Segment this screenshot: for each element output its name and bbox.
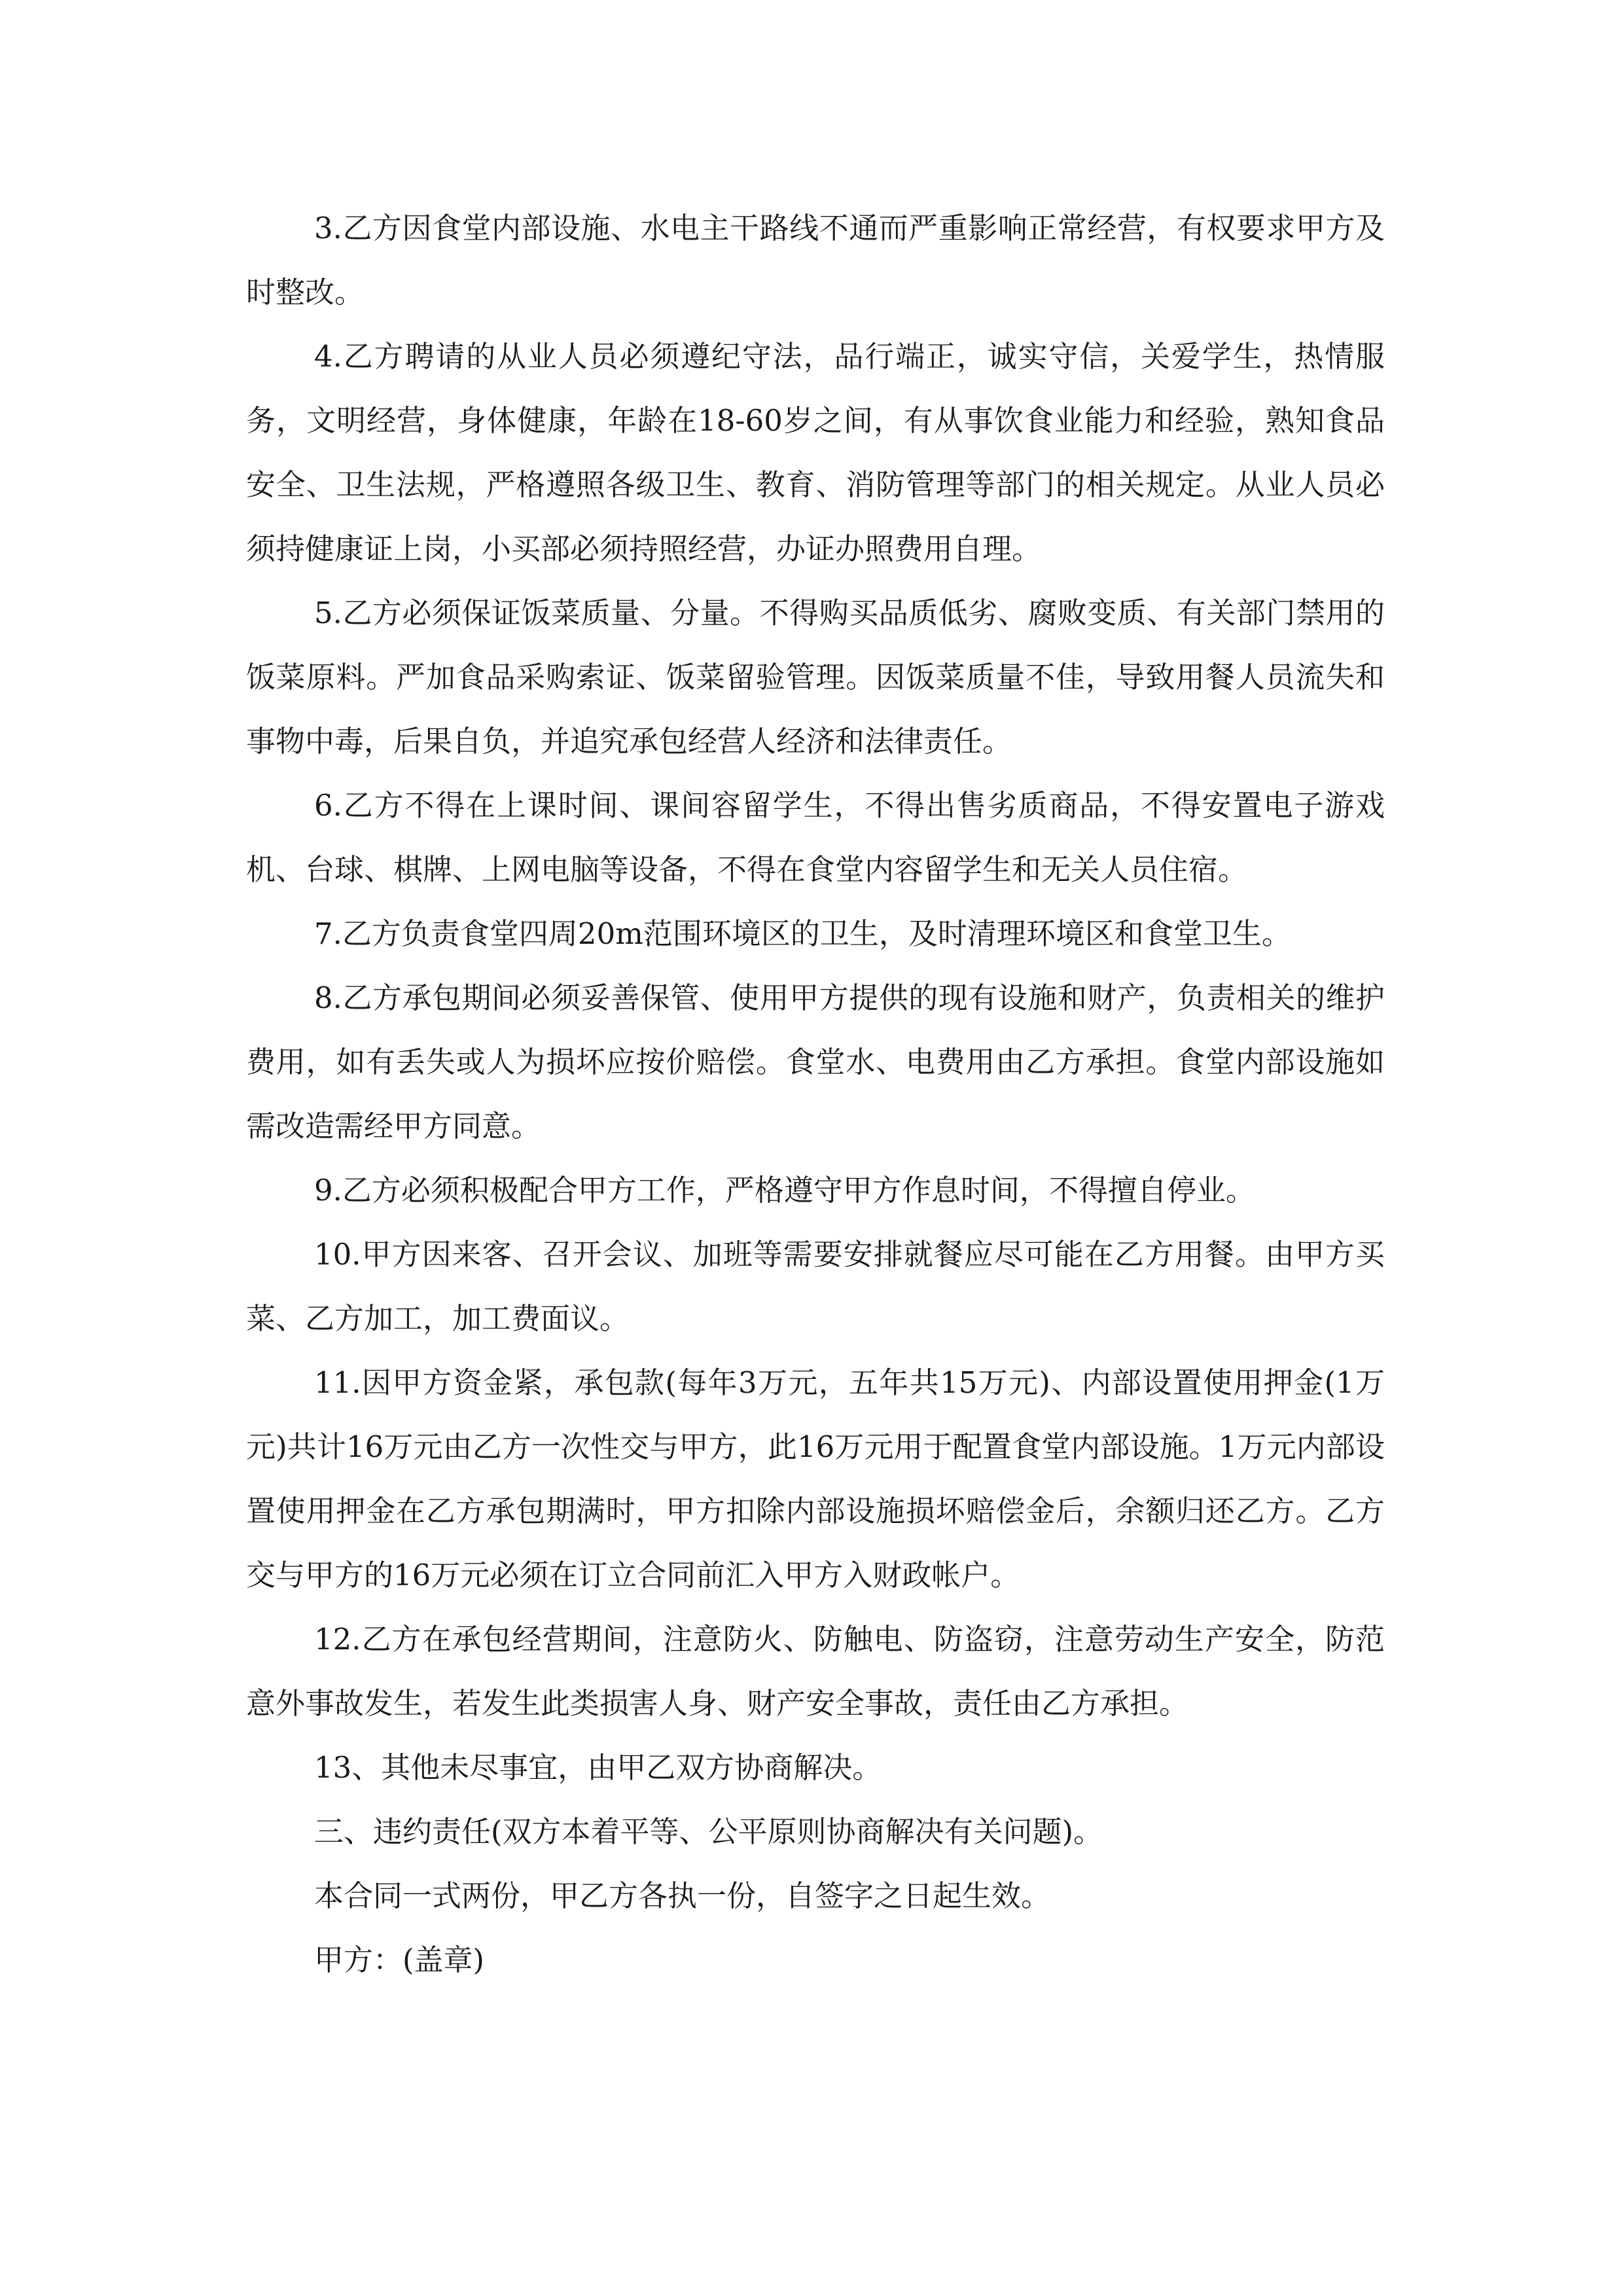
clause-9: 9.乙方必须积极配合甲方工作，严格遵守甲方作息时间，不得擅自停业。 <box>314 1173 1255 1208</box>
clause-12: 12.乙方在承包经营期间，注意防火、防触电、防盗窃，注意劳动生产安全，防范意外事故发生，若发生此类损害人身、财产安全事故，责任由乙方承担。 <box>246 1622 1385 1721</box>
clause-10: 10.甲方因来客、召开会议、加班等需要安排就餐应尽可能在乙方用餐。由甲方买菜、乙方加工，加工费面议。 <box>246 1237 1385 1336</box>
clause-3: 3.乙方因食堂内部设施、水电主干路线不通而严重影响正常经营，有权要求甲方及时整改。 <box>246 211 1385 310</box>
clause-7: 7.乙方负责食堂四周20m范围环境区的卫生，及时清理环境区和食堂卫生。 <box>314 916 1291 951</box>
contract-copies-note: 本合同一式两份，甲乙方各执一份，自签字之日起生效。 <box>314 1878 1051 1913</box>
clause-11: 11.因甲方资金紧，承包款(每年3万元，五年共15万元)、内部设置使用押金(1万元)共计16万元由乙方一次性交与甲方，此16万元用于配置食堂内部设施。1万元内部设置使用押金在乙方承包期满时，甲方扣除内部设施损坏赔偿金后，余额归还乙方。乙方交与甲方的16万元必须在订立合同前汇入甲方入财政帐户。 <box>246 1365 1385 1592</box>
clause-13: 13、其他未尽事宜，由甲乙双方协商解决。 <box>314 1750 882 1785</box>
clause-8: 8.乙方承包期间必须妥善保管、使用甲方提供的现有设施和财产，负责相关的维护费用，如有丢失或人为损坏应按价赔偿。食堂水、电费用由乙方承担。食堂内部设施如需改造需经甲方同意。 <box>246 980 1385 1143</box>
clause-6: 6.乙方不得在上课时间、课间容留学生，不得出售劣质商品，不得安置电子游戏机、台球、棋牌、上网电脑等设备，不得在食堂内容留学生和无关人员住宿。 <box>246 788 1385 887</box>
clause-5: 5.乙方必须保证饭菜质量、分量。不得购买品质低劣、腐败变质、有关部门禁用的饭菜原料。严加食品采购索证、饭菜留验管理。因饭菜质量不佳，导致用餐人员流失和事物中毒，后果自负，并追究承包经营人经济和法律责任。 <box>246 596 1385 759</box>
section-breach-liability: 三、违约责任(双方本着平等、公平原则协商解决有关问题)。 <box>314 1814 1103 1849</box>
clause-4: 4.乙方聘请的从业人员必须遵纪守法，品行端正，诚实守信，关爱学生，热情服务，文明经营，身体健康，年龄在18-60岁之间，有从事饮食业能力和经验，熟知食品安全、卫生法规，严格遵照各级卫生、教育、消防管理等部门的相关规定。从业人员必须持健康证上岗，小买部必须持照经营，办证办照费用自理。 <box>246 339 1385 566</box>
party-a-signature-line: 甲方：(盖章) <box>314 1943 485 1977</box>
document-body <box>246 196 1385 1992</box>
